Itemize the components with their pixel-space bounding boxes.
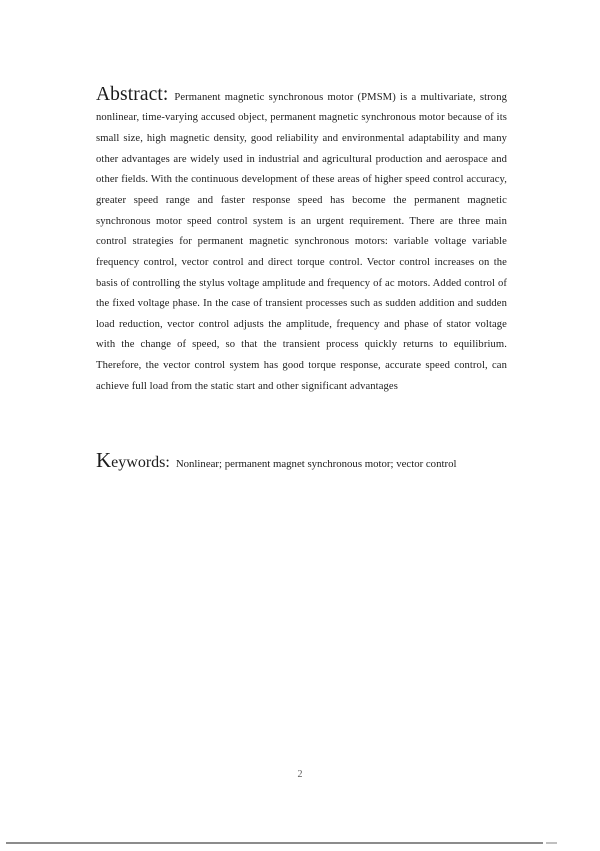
keywords-text: Nonlinear; permanent magnet synchronous motor; vector control (175, 457, 457, 470)
abstract-paragraph (96, 85, 507, 398)
abstract-text: Permanent magnetic synchronous motor (PMSM) is a multivariate, strong nonlinear, time-varying accused object, permanent magnetic synchronous motor because of its small size, high magnetic density, good reliability and environmental adaptability and many other advantages are widely used in industrial and agricultural production and aerospace and other fields. With the continuous development of these areas of higher speed control accuracy, greater speed range and faster response speed has become the permanent magnetic synchronous motor speed control system is an urgent requirement. There are three main control strategies for permanent magnetic synchronous motors: variable voltage variable frequency control, vector control and direct torque control. Vector control increases on the basis of controlling the stylus voltage amplitude and frequency of ac motors. Added control of the fixed voltage phase. In the case of transient processes such as sudden addition and sudden load reduction, vector control adjusts the amplitude, frequency and phase of stator voltage with the change of speed, so that the transient process quickly returns to equilibrium. Therefore, the vector control system has good torque response, accurate speed control, can achieve full load from the static start and other significant advantages (96, 91, 507, 392)
keywords-paragraph (96, 448, 556, 476)
footer-divider-line-light (546, 842, 557, 844)
abstract-label: Abstract: (96, 83, 169, 105)
page-number: 2 (297, 769, 303, 780)
footer-divider-line (6, 842, 543, 844)
keywords-label: Keywords: (96, 447, 170, 472)
